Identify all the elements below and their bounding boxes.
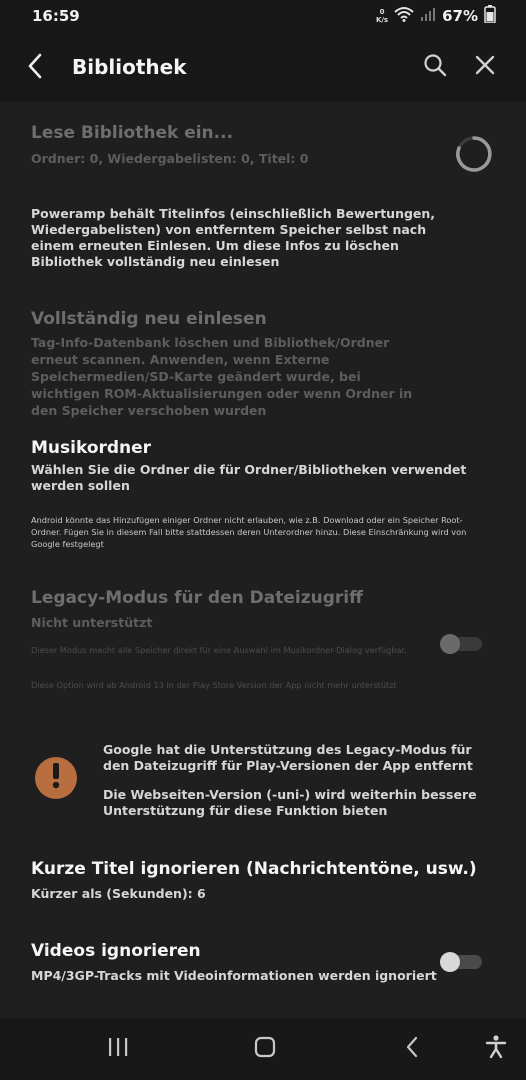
network-speed-unit: K/s <box>375 16 389 24</box>
music-folders-item[interactable] <box>0 428 526 494</box>
battery-percent: 67% <box>442 7 478 25</box>
home-icon <box>254 1036 276 1062</box>
ignore-videos-item[interactable] <box>0 934 526 994</box>
signal-icon <box>420 6 436 26</box>
navigation-bar <box>0 1018 526 1080</box>
search-icon <box>423 53 447 81</box>
warning-text-1: Google hat die Unterstützung des Legacy-Modus für den Dateizugriff für Play-Versionen der App entfernt <box>103 742 473 773</box>
ignore-videos-title: Videos ignorieren <box>31 941 201 961</box>
exclamation-icon <box>52 763 60 793</box>
close-button[interactable] <box>470 52 500 82</box>
network-speed <box>376 8 388 24</box>
ignore-short-tracks-title: Kurze Titel ignorieren (Nachrichtentöne, usw.) <box>31 859 477 879</box>
back-button[interactable] <box>20 51 50 85</box>
search-button[interactable] <box>420 52 450 82</box>
ignore-videos-toggle[interactable] <box>440 952 482 972</box>
status-indicators <box>376 5 496 27</box>
ignore-short-tracks-value: Kürzer als (Sekunden): 6 <box>31 886 206 901</box>
full-rescan-title: Vollständig neu einlesen <box>31 309 267 329</box>
warning-badge <box>35 757 77 799</box>
back-icon <box>405 1036 419 1062</box>
legacy-mode-status: Nicht unterstützt <box>31 615 153 630</box>
loading-spinner-icon <box>455 135 493 173</box>
legacy-mode-toggle[interactable] <box>440 634 482 654</box>
legacy-mode-title: Legacy-Modus für den Dateizugriff <box>31 588 363 608</box>
battery-icon <box>484 5 496 27</box>
close-icon <box>474 54 496 80</box>
library-info-text: Poweramp behält Titelinfos (einschließlich Bewertungen, Wiedergabelisten) von entferntem Speicher selbst nach einem erneuten Einlesen. Um diese Infos zu löschen Bibliothek vollständig neu einlesen <box>31 206 436 269</box>
wifi-icon <box>394 6 414 26</box>
legacy-mode-note-1: Dieser Modus macht alle Speicher direkt für eine Auswahl im Musikordner-Dialog verfügbar. <box>31 645 407 655</box>
scan-counts: Ordner: 0, Wiedergabelisten: 0, Titel: 0 <box>31 151 309 166</box>
warning-text-2: Die Webseiten-Version (-uni-) wird weiterhin bessere Unterstützung für diese Funktion bieten <box>103 787 477 818</box>
back-arrow-icon <box>27 53 43 83</box>
ignore-videos-toggle-knob <box>440 952 460 972</box>
accessibility-icon <box>485 1035 507 1063</box>
page-title: Bibliothek <box>72 55 187 79</box>
legacy-mode-note-2: Diese Option wird ab Android 13 in der Play Store Version der App nicht mehr unterstützt <box>31 680 397 690</box>
full-rescan-description: Tag-Info-Datenbank löschen und Bibliothek/Ordner erneut scannen. Anwenden, wenn Externe Speichermedien/SD-Karte geändert wurde, bei wichtigen ROM-Aktualisierungen oder wenn Ordner in den Speicher verschoben wurden <box>31 335 413 418</box>
app-bar <box>0 34 526 102</box>
home-button[interactable] <box>245 1032 285 1066</box>
scan-library-item <box>0 112 526 182</box>
music-folders-note: Android könnte das Hinzufügen einiger Ordner nicht erlauben, wie z.B. Download oder ein Speicher Root-Ordner. Fügen Sie in diesem Fall bitte stattdessen deren Unterordner hinzu. Diese Einschränkung wird von Google festgelegt <box>31 515 467 549</box>
legacy-mode-toggle-knob <box>440 634 460 654</box>
network-speed-value: 0 <box>379 8 385 16</box>
status-time: 16:59 <box>32 7 80 25</box>
scan-title: Lese Bibliothek ein... <box>31 123 234 143</box>
accessibility-button[interactable] <box>476 1032 516 1066</box>
ignore-videos-description: MP4/3GP-Tracks mit Videoinformationen werden ignoriert <box>31 968 437 983</box>
nav-back-button[interactable] <box>392 1032 432 1066</box>
music-folders-title: Musikordner <box>31 438 152 458</box>
recents-icon <box>107 1037 129 1061</box>
recents-button[interactable] <box>98 1032 138 1066</box>
status-bar <box>0 0 526 34</box>
ignore-short-tracks-item[interactable] <box>0 846 526 906</box>
legacy-mode-item[interactable] <box>0 582 526 710</box>
full-rescan-item[interactable] <box>0 298 526 418</box>
music-folders-description: Wählen Sie die Ordner die für Ordner/Bibliotheken verwendet werden sollen <box>31 462 467 493</box>
settings-list <box>0 102 526 1018</box>
